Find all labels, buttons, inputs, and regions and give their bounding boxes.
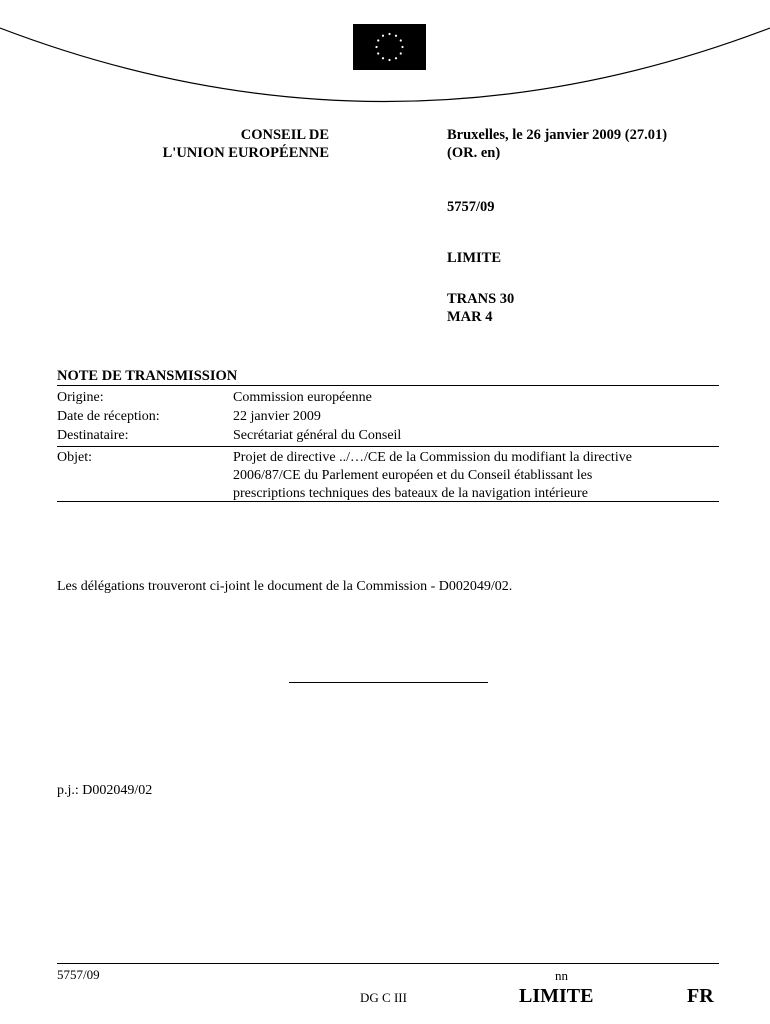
eu-stars-icon: [353, 24, 426, 70]
label-destinataire: Destinataire:: [57, 428, 129, 443]
flag-star: [400, 52, 402, 54]
code-mar: MAR 4: [447, 309, 493, 325]
flag-star: [401, 46, 403, 48]
institution-line1: CONSEIL DE: [240, 127, 329, 143]
date-line: Bruxelles, le 26 janvier 2009 (27.01): [447, 127, 668, 143]
value-date-reception: 22 janvier 2009: [233, 409, 321, 424]
objet-line-2: 2006/87/CE du Parlement européen et du Conseil établissant les: [233, 468, 593, 483]
flag-star: [375, 46, 377, 48]
institution-line2: L'UNION EUROPÉENNE: [162, 145, 329, 161]
objet-line-1: Projet de directive ../…/CE de la Commission du modifiant la directive: [233, 450, 632, 465]
label-date-reception: Date de réception:: [57, 409, 160, 424]
flag-star: [400, 39, 402, 41]
eu-flag-logo: [353, 24, 426, 70]
flag-star: [388, 59, 390, 61]
footer-directorate: DG C III: [360, 990, 407, 1005]
body-paragraph: Les délégations trouveront ci-joint le document de la Commission - D002049/02.: [57, 579, 513, 594]
label-origine: Origine:: [57, 390, 104, 405]
attachment-reference: p.j.: D002049/02: [57, 783, 153, 798]
classification-label: LIMITE: [447, 250, 501, 266]
label-objet: Objet:: [57, 450, 92, 465]
subject-codes: [447, 290, 514, 326]
original-language: (OR. en): [447, 145, 501, 161]
note-title: NOTE DE TRANSMISSION: [57, 368, 238, 384]
flag-star: [395, 35, 397, 37]
date-block: [447, 126, 747, 162]
institution-block: [100, 126, 329, 162]
objet-line-3: prescriptions techniques des bateaux de la navigation intérieure: [233, 486, 588, 501]
value-origine: Commission européenne: [233, 390, 372, 405]
flag-star: [382, 57, 384, 59]
footer-reference: 5757/09: [57, 967, 100, 982]
footer-initials: nn: [555, 968, 568, 983]
title-rule: [57, 385, 719, 386]
flag-star: [377, 52, 379, 54]
footer-classification: LIMITE: [519, 985, 594, 1007]
flag-star: [395, 57, 397, 59]
destinataire-rule: [57, 446, 719, 447]
footer-language: FR: [687, 985, 714, 1007]
flag-star: [388, 33, 390, 35]
flag-star: [382, 35, 384, 37]
flag-star: [377, 39, 379, 41]
code-trans: TRANS 30: [447, 291, 515, 307]
separator-line: [289, 682, 488, 683]
document-reference: 5757/09: [447, 199, 495, 215]
footer-rule: [57, 963, 719, 964]
value-destinataire: Secrétariat général du Conseil: [233, 428, 402, 443]
table-bottom-rule: [57, 501, 719, 502]
value-objet: [233, 449, 723, 503]
